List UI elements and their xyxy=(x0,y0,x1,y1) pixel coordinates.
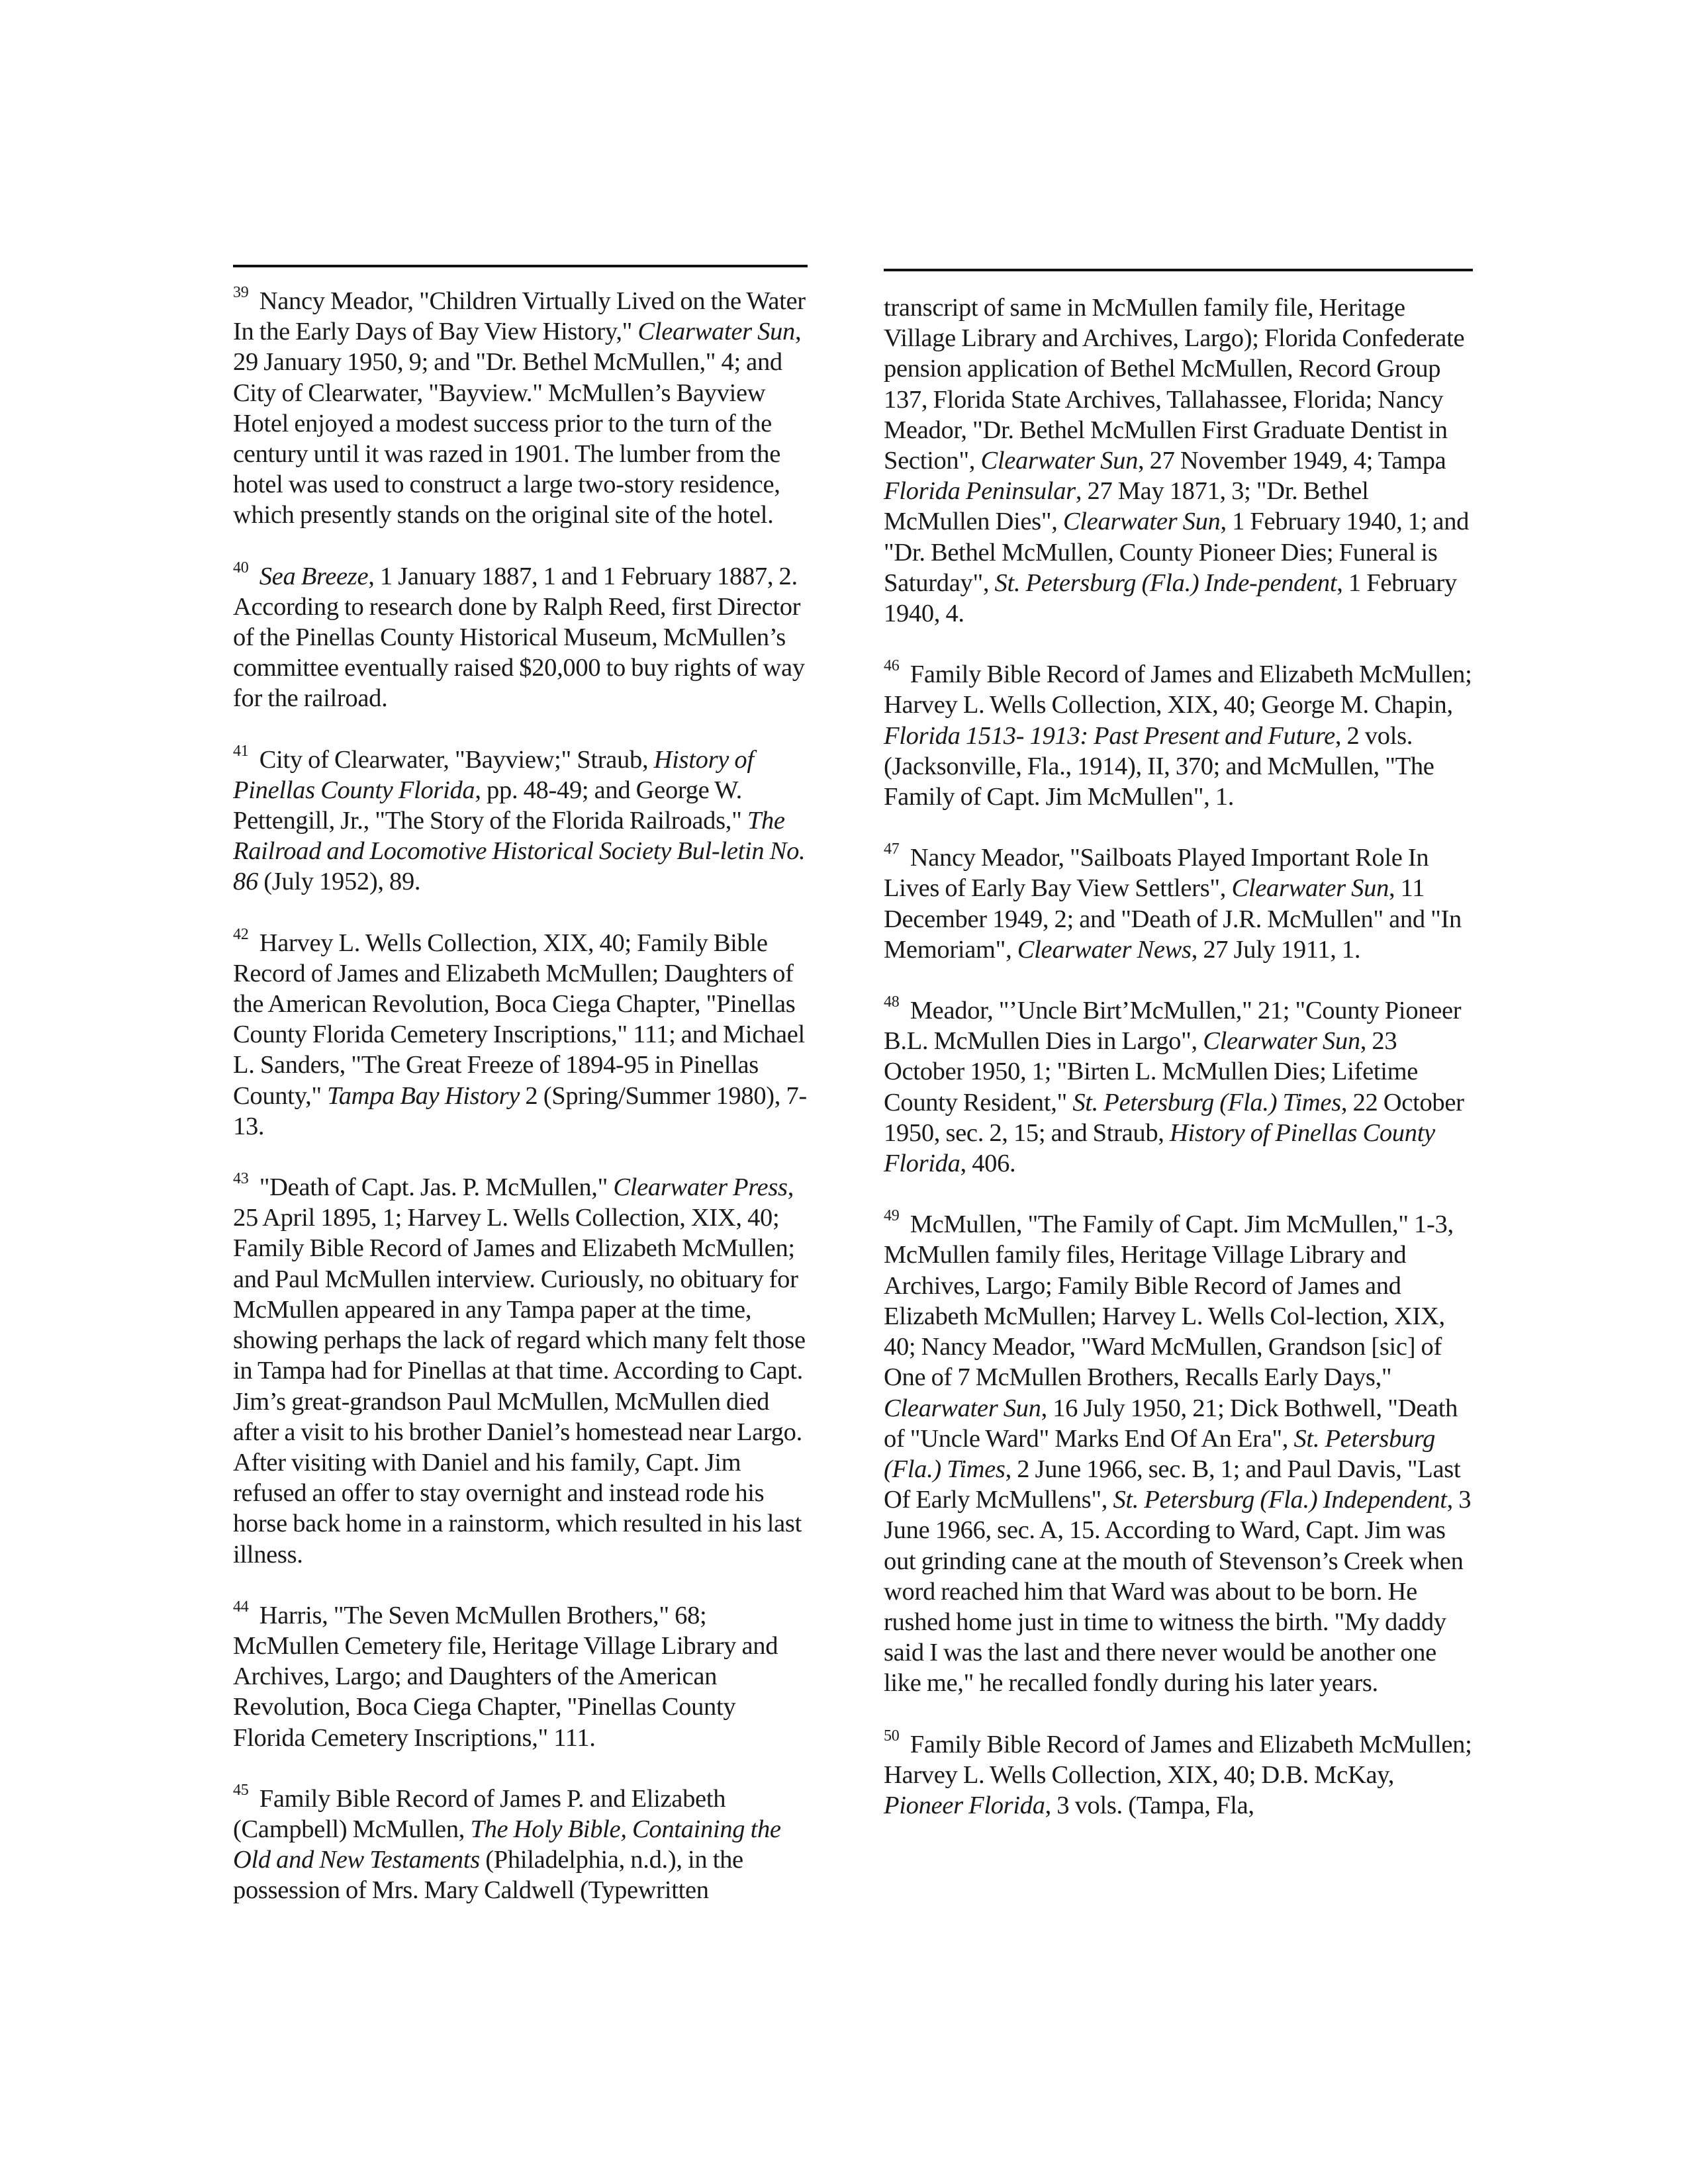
footnote-text: , 27 July 1911, 1. xyxy=(1191,935,1361,964)
footnote-text: , pp. 48-49; and George W. Pettengill, Jr., "The Story of the Florida Railroads," xyxy=(233,776,747,835)
footnote-number: 50 xyxy=(884,1727,900,1745)
footnote-number: 49 xyxy=(884,1207,900,1225)
footnote-text: , 2 June 1966, sec. B, 1; and Paul Davis, "Last Of Early McMullens", xyxy=(884,1455,1461,1514)
footnote-number: 46 xyxy=(884,657,900,675)
footnote-number: 40 xyxy=(233,559,249,576)
footnote xyxy=(884,659,1473,812)
footnote-text: Nancy Meador, "Children Virtually Lived on the Water In the Early Days of Bay View History," xyxy=(233,287,806,346)
footnote-text: , 406. xyxy=(960,1150,1016,1178)
footnote xyxy=(233,742,808,897)
footnote-rule-right xyxy=(884,269,1473,271)
footnote-text: , 1 February 1940, 4. xyxy=(884,569,1457,628)
footnote-title-italic: Florida 1513- 1913: Past Present and Future xyxy=(884,721,1335,750)
footnote-number: 45 xyxy=(233,1781,249,1799)
footnote-list-right xyxy=(884,293,1473,1821)
footnote-text: McMullen, "The Family of Capt. Jim McMullen," 1-3, McMullen family files, Heritage Village Library and Archives, Largo; Family Bible Record of James and Elizabeth McMullen; Harvey L. Wells Col-lection, XIX, 40; Nancy Meador, "Ward McMullen, Grandson [sic] of One of 7 McMullen Brothers, Recalls Early Days," xyxy=(884,1210,1454,1392)
footnote-title-italic: Tampa Bay History xyxy=(327,1081,520,1110)
footnote-number: 44 xyxy=(233,1598,249,1615)
footnote-text: "Death of Capt. Jas. P. McMullen," xyxy=(254,1173,614,1202)
footnote-title-italic: Clearwater Press xyxy=(613,1173,788,1202)
footnote-text: , 22 October 1950, sec. 2, 15; and Straub, xyxy=(884,1088,1464,1147)
footnote-title-italic: Clearwater Sun xyxy=(1231,874,1389,903)
footnote-rule-left xyxy=(233,265,808,267)
footnote-text: , 25 April 1895, 1; Harvey L. Wells Collection, XIX, 40; Family Bible Record of James and Elizabeth McMullen; and Paul McMullen interview. Curiously, no obituary for McMullen appeared in any Tampa paper at the time, showing perhaps the lack of regard which many felt those in Tampa had for Pinellas at that time. According to Capt. Jim’s great-grandson Paul McMullen, McMullen died after a visit to his brother Daniel’s homestead near Largo. After visiting with Daniel and his family, Capt. Jim refused an offer to stay overnight and instead rode his horse back home in a rainstorm, which resulted in his last illness. xyxy=(233,1173,806,1569)
footnote xyxy=(884,1209,1473,1698)
footnote xyxy=(233,1172,808,1570)
footnote-text: Nancy Meador, "Sailboats Played Important Role In Lives of Early Bay View Settlers", xyxy=(884,844,1429,903)
footnote xyxy=(233,1600,808,1753)
footnote-title-italic: Sea Breeze xyxy=(259,562,369,590)
footnote-number: 41 xyxy=(233,742,249,760)
footnote-number: 48 xyxy=(884,993,900,1011)
footnote-text: Harris, "The Seven McMullen Brothers," 68; McMullen Cemetery file, Heritage Village Library and Archives, Largo; and Daughters of the American Revolution, Boca Ciega Chapter, "Pinellas County Florida Cemetery Inscriptions," 111. xyxy=(233,1601,778,1752)
footnote-title-italic: Clearwater Sun xyxy=(980,447,1139,475)
footnote-text: Meador, "’Uncle Birt’McMullen," 21; "County Pioneer B.L. McMullen Dies in Largo", xyxy=(884,997,1462,1056)
footnote-text: Harvey L. Wells Collection, XIX, 40; Family Bible Record of James and Elizabeth McMullen; Daughters of the American Revolution, Boca Ciega Chapter, "Pinellas County Florida Cemetery Inscriptions," 111; and Michael L. Sanders, "The Great Freeze of 1894-95 in Pinellas County," xyxy=(233,929,805,1110)
footnote-number: 43 xyxy=(233,1170,249,1188)
footnote-title-italic: Pioneer Florida xyxy=(884,1791,1045,1819)
footnote-text xyxy=(254,563,259,590)
footnotes-left-column xyxy=(233,265,808,1936)
footnote-title-italic: Clearwater News xyxy=(1017,935,1192,964)
footnote xyxy=(233,561,808,714)
footnote-title-italic: Clearwater Sun xyxy=(884,1394,1041,1422)
footnote-title-italic: Clearwater Sun xyxy=(1062,508,1221,536)
footnote-number: 47 xyxy=(884,841,900,858)
footnote-text: transcript of same in McMullen family file, Heritage Village Library and Archives, Largo); Florida Confederate pension application of Bethel McMullen, Record Group 137, Florida State Archives, Tallahassee, Florida; Nancy Meador, "Dr. Bethel McMullen First Graduate Dentist in Section", xyxy=(884,294,1465,475)
footnote xyxy=(884,1729,1473,1821)
footnote-number: 39 xyxy=(233,284,249,301)
footnote-text: City of Clearwater, "Bayview;" Straub, xyxy=(254,745,654,774)
footnote-text: Family Bible Record of James and Elizabeth McMullen; Harvey L. Wells Collection, XIX, 40; George M. Chapin, xyxy=(884,660,1472,719)
footnote-text: , 11 December 1949, 2; and "Death of J.R. McMullen" and "In Memoriam", xyxy=(884,874,1462,964)
footnote xyxy=(233,1781,808,1906)
footnote-title-italic: The Holy Bible, Containing the Old and New Testaments xyxy=(233,1815,781,1874)
footnote-text: , 1 January 1887, 1 and 1 February 1887, 2. According to research done by Ralph Reed, first Director of the Pinellas County Historical Museum, McMullen’s committee eventually raised $20,000 to buy rights of way for the railroad. xyxy=(233,562,805,713)
footnote-text: , 27 November 1949, 4; Tampa xyxy=(1138,447,1446,475)
footnote-title-italic: History of Pinellas County Florida xyxy=(233,745,754,804)
footnote xyxy=(233,286,808,531)
footnote-text: (Philadelphia, n.d.), in the possession of Mrs. Mary Caldwell (Typewritten xyxy=(233,1846,743,1905)
footnote-title-italic: St. Petersburg (Fla.) Times xyxy=(884,1424,1436,1483)
footnote-text: Family Bible Record of James P. and Elizabeth (Campbell) McMullen, xyxy=(233,1784,726,1843)
footnote-text: , 2 vols. (Jacksonville, Fla., 1914), II, 370; and McMullen, "The Family of Capt. Jim McMullen", 1. xyxy=(884,721,1434,811)
footnote-title-italic: St. Petersburg (Fla.) Independent xyxy=(1113,1486,1447,1514)
footnotes-right-column xyxy=(884,265,1473,1851)
footnote-title-italic: Clearwater Sun xyxy=(637,318,795,346)
footnote-title-italic: St. Petersburg (Fla.) Inde-pendent xyxy=(994,569,1337,597)
footnote-list-left xyxy=(233,286,808,1906)
footnote-text: , 23 October 1950, 1; "Birten L. McMullen Dies; Lifetime County Resident," xyxy=(884,1027,1419,1116)
footnote-title-italic: Clearwater Sun xyxy=(1203,1027,1360,1056)
footnote xyxy=(884,995,1473,1179)
footnote-text: , 16 July 1950, 21; Dick Bothwell, "Death of "Uncle Ward" Marks End Of An Era", xyxy=(884,1394,1458,1453)
footnote-title-italic: Florida Peninsular xyxy=(884,477,1076,506)
footnote-title-italic: St. Petersburg (Fla.) Times xyxy=(1072,1088,1341,1116)
footnote-text: (July 1952), 89. xyxy=(258,868,421,896)
footnote-title-italic: History of Pinellas County Florida xyxy=(884,1118,1435,1178)
footnote-text: Family Bible Record of James and Elizabeth McMullen; Harvey L. Wells Collection, XIX, 40; D.B. McKay, xyxy=(884,1730,1472,1789)
footnote-number: 42 xyxy=(233,925,249,943)
footnote xyxy=(884,293,1473,629)
footnote-title-italic: The Railroad and Locomotive Historical Society Bul-letin No. 86 xyxy=(233,807,806,896)
footnote xyxy=(884,842,1473,965)
footnote-text: , 29 January 1950, 9; and "Dr. Bethel McMullen," 4; and City of Clearwater, "Bayview." McMullen’s Bayview Hotel enjoyed a modest success prior to the turn of the century until it was razed in 1901. The lumber from the hotel was used to construct a large two-story residence, which presently stands on the original site of the hotel. xyxy=(233,318,802,529)
footnote-text: 2 (Spring/Summer 1980), 7-13. xyxy=(233,1081,807,1140)
footnote-text: , 27 May 1871, 3; "Dr. Bethel McMullen Dies", xyxy=(884,477,1369,536)
footnote-text: , 1 February 1940, 1; and "Dr. Bethel McMullen, County Pioneer Dies; Funeral is Saturday", xyxy=(884,508,1470,597)
footnote-text: , 3 June 1966, sec. A, 15. According to Ward, Capt. Jim was out grinding cane at the mouth of Stevenson’s Creek when word reached him that Ward was about to be born. He rushed home just in time to witness the birth. "My daddy said I was the last and there never would be another one like me," he recalled fondly during his later years. xyxy=(884,1486,1472,1698)
footnote xyxy=(233,925,808,1142)
footnote-text: , 3 vols. (Tampa, Fla, xyxy=(1045,1791,1254,1819)
